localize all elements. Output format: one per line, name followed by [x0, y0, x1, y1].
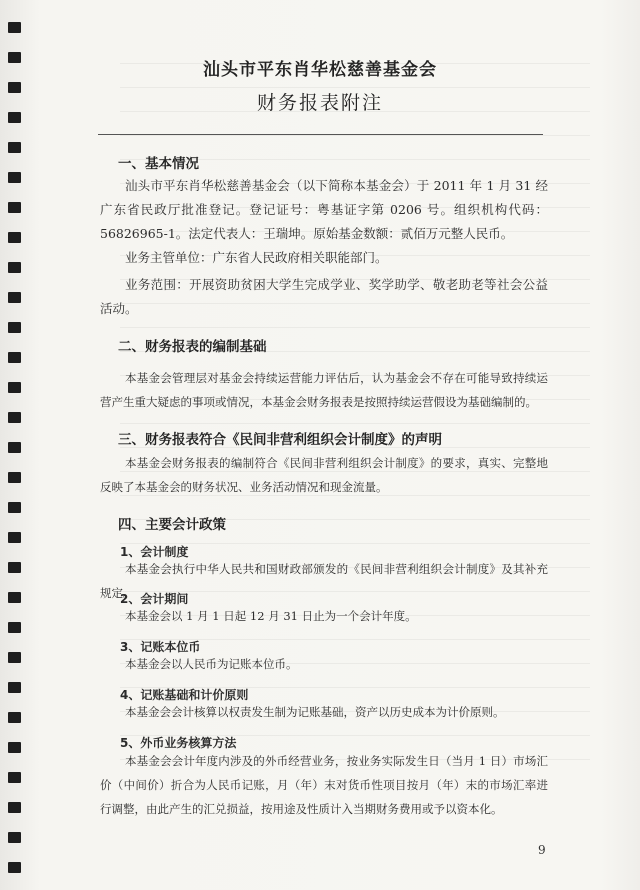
binding-holes [0, 0, 26, 890]
binding-hole [8, 832, 21, 843]
binding-hole [8, 652, 21, 663]
header-divider [98, 134, 543, 135]
binding-hole [8, 412, 21, 423]
section-heading-basis: 二、财务报表的编制基础 [118, 339, 267, 355]
binding-hole [8, 502, 21, 513]
policy-text: 本基金会以人民币为记账本位币。 [125, 657, 298, 671]
paragraph-business-scope: 业务范围：开展资助贫困大学生完成学业、奖学助学、敬老助老等社会公益活动。 [100, 277, 548, 316]
policy-title: 2、会计期间 [120, 592, 189, 606]
policy-title: 5、外币业务核算方法 [120, 736, 237, 750]
binding-hole [8, 142, 21, 153]
binding-hole [8, 802, 21, 813]
policy-text: 本基金会执行中华人民共和国财政部颁发的《民间非营利组织会计制度》及其补充规定。 [100, 562, 548, 600]
page-number: 9 [538, 843, 546, 857]
binding-hole [8, 562, 21, 573]
binding-hole [8, 262, 21, 273]
paragraph-statement: 本基金会财务报表的编制符合《民间非营利组织会计制度》的要求，真实、完整地反映了本基金会的财务状况、业务活动情况和现金流量。 [100, 456, 548, 494]
binding-hole [8, 202, 21, 213]
policy-title: 1、会计制度 [120, 545, 189, 559]
paragraph-supervisor: 业务主管单位：广东省人民政府相关职能部门。 [125, 250, 388, 265]
paragraph-basis: 本基金会管理层对基金会持续运营能力评估后，认为基金会不存在可能导致持续运营产生重大疑虑的事项或情况，本基金会财务报表是按照持续运营假设为基础编制的。 [100, 371, 548, 409]
document-title: 财务报表附注 [256, 92, 383, 114]
binding-hole [8, 232, 21, 243]
binding-hole [8, 682, 21, 693]
binding-hole [8, 382, 21, 393]
binding-hole [8, 742, 21, 753]
binding-hole [8, 532, 21, 543]
section-heading-basic-info: 一、基本情况 [118, 156, 199, 172]
binding-hole [8, 172, 21, 183]
binding-hole [8, 472, 21, 483]
organization-name: 汕头市平东肖华松慈善基金会 [203, 60, 437, 80]
policy-title: 3、记账本位币 [120, 640, 201, 654]
binding-hole [8, 322, 21, 333]
section-heading-statement: 三、财务报表符合《民间非营利组织会计制度》的声明 [118, 432, 442, 448]
policy-title: 4、记账基础和计价原则 [120, 688, 249, 702]
binding-hole [8, 772, 21, 783]
binding-hole [8, 442, 21, 453]
policy-text: 本基金会以 1 月 1 日起 12 月 31 日止为一个会计年度。 [125, 609, 417, 623]
binding-hole [8, 352, 21, 363]
policy-text: 本基金会会计年度内涉及的外币经营业务，按业务实际发生日（当月 1 日）市场汇价（中间价）折合为人民币记账，月（年）末对货币性项目按月（年）末的市场汇率进行调整，由此产生的汇兑损益，按用途及性质计入当期财务费用或予以资本化。 [100, 754, 548, 816]
binding-hole [8, 292, 21, 303]
policy-text: 本基金会会计核算以权责发生制为记账基础，资产以历史成本为计价原则。 [125, 705, 505, 719]
binding-hole [8, 622, 21, 633]
binding-hole [8, 862, 21, 873]
binding-hole [8, 592, 21, 603]
paragraph-registration: 汕头市平东肖华松慈善基金会（以下简称本基金会）于 2011 年 1 月 31 经广东省民政厅批准登记。登记证号：粤基证字第 0206 号。组织机构代码：56826965-1。法定代表人：王瑞坤。原始基金数额：贰佰万元整人民币。 [100, 178, 548, 241]
section-heading-policies: 四、主要会计政策 [118, 517, 226, 533]
binding-hole [8, 712, 21, 723]
binding-hole [8, 22, 21, 33]
